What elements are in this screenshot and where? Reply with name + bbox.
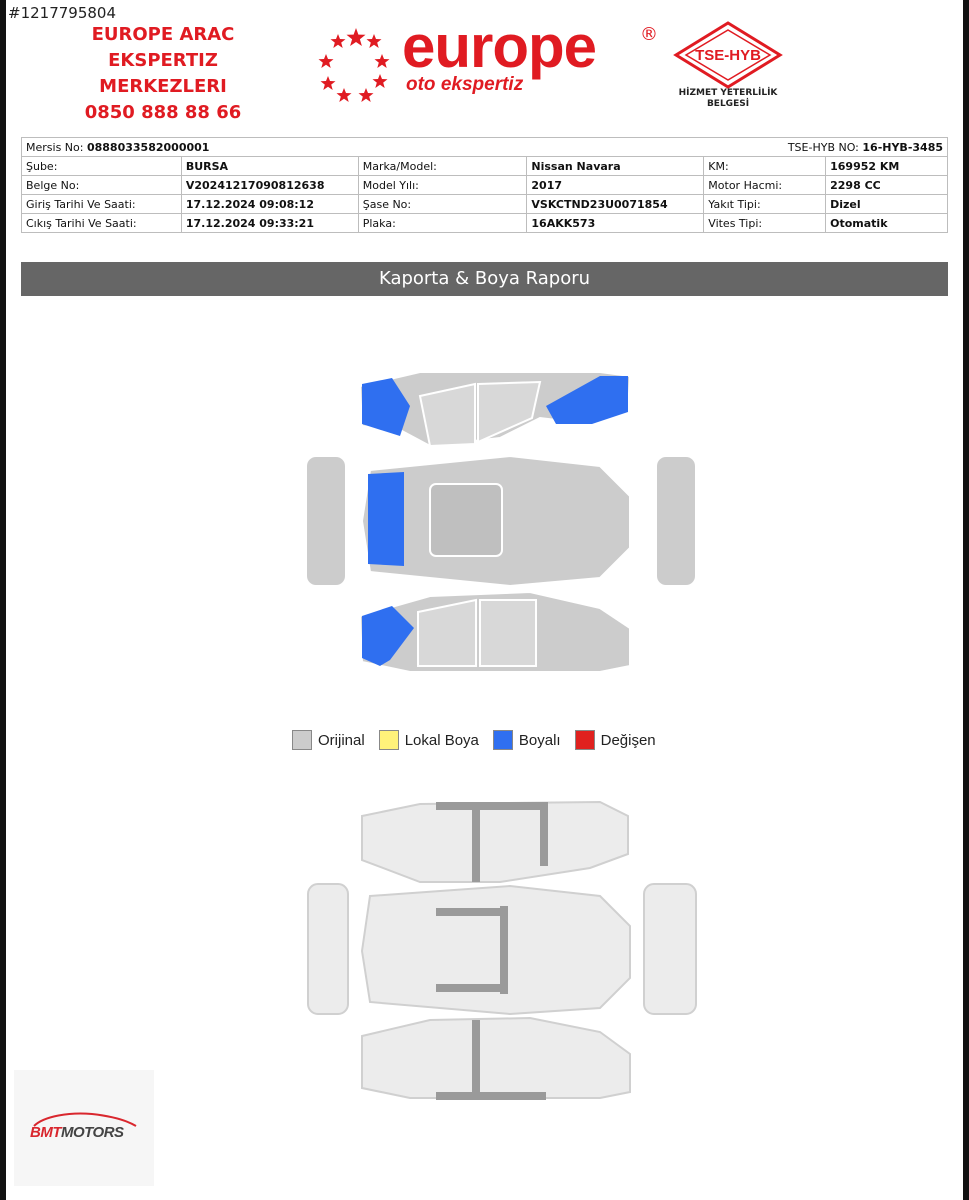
field-label: Plaka:	[358, 214, 527, 233]
pillar-a-right	[436, 1092, 546, 1100]
field-label: Motor Hacmi:	[704, 176, 826, 195]
brand-subtitle: oto ekspertiz	[406, 74, 524, 95]
legend-label: Boyalı	[518, 731, 561, 749]
legend-label: Lokal Boya	[404, 731, 479, 749]
field-value: 169952 KM	[826, 157, 948, 176]
part-right-front-door	[418, 600, 476, 666]
star-ring-logo-icon	[316, 24, 396, 104]
field-label: Şube:	[22, 157, 182, 176]
org-name-line: MERKEZLERI	[99, 76, 227, 97]
chassis-front	[308, 884, 348, 1014]
table-row	[22, 195, 948, 214]
part-hood-painted	[368, 472, 404, 566]
field-value: Nissan Navara	[527, 157, 704, 176]
right-border	[963, 0, 969, 1200]
field-label: Marka/Model:	[358, 157, 527, 176]
pillar-b-left	[472, 802, 480, 882]
field-value: VSKCTND23U0071854	[527, 195, 704, 214]
dealer-name	[30, 1124, 124, 1141]
org-phone: 0850 888 88 66	[84, 102, 242, 123]
mersis-cell	[22, 138, 527, 157]
registered-mark: ®	[640, 24, 658, 45]
cert-caption	[668, 88, 788, 110]
dealer-watermark	[14, 1070, 154, 1186]
field-label: Yakıt Tipi:	[704, 195, 826, 214]
mersis-value: 0888033582000001	[86, 140, 210, 154]
part-front-bumper	[306, 456, 346, 586]
section-title: Kaporta & Boya Raporu	[21, 262, 948, 296]
legend-label: Değişen	[600, 731, 656, 749]
brand-logo-text: europe	[402, 13, 597, 80]
mersis-label: Mersis No:	[26, 140, 84, 154]
part-rear-bumper	[656, 456, 696, 586]
roof-cross	[500, 906, 508, 994]
field-label: Belge No:	[22, 176, 182, 195]
legend-swatch	[575, 730, 595, 750]
part-roof	[430, 484, 502, 556]
legend-swatch	[493, 730, 513, 750]
field-value: Dizel	[826, 195, 948, 214]
cert-caption-line: HİZMET YETERLİLİK	[678, 88, 778, 98]
field-value: Otomatik	[826, 214, 948, 233]
field-label: KM:	[704, 157, 826, 176]
part-left-front-door	[420, 384, 475, 446]
legend-swatch	[292, 730, 312, 750]
org-name	[38, 22, 288, 126]
chassis-top	[362, 886, 630, 1014]
field-value: 17.12.2024 09:33:21	[181, 214, 358, 233]
field-value: V20241217090812638	[181, 176, 358, 195]
chassis-rear	[644, 884, 696, 1014]
part-right-rear-door	[480, 600, 536, 666]
field-value: 2298 CC	[826, 176, 948, 195]
chassis-report-diagram	[300, 796, 700, 1108]
vehicle-info-table	[21, 137, 948, 233]
tse-hyb-badge-label: TSE-HYB	[695, 47, 761, 64]
tse-no-value: 16-HYB-3485	[862, 140, 943, 154]
field-label: Vites Tipi:	[704, 214, 826, 233]
table-row	[22, 138, 948, 157]
table-row	[22, 214, 948, 233]
pillar-b-right	[472, 1020, 480, 1098]
tse-no-label: TSE-HYB NO:	[787, 140, 859, 154]
field-label: Şase No:	[358, 195, 527, 214]
field-value: 2017	[527, 176, 704, 195]
dealer-name-part2: MOTORS	[61, 1124, 124, 1141]
field-label: Model Yılı:	[358, 176, 527, 195]
field-value: 17.12.2024 09:08:12	[181, 195, 358, 214]
chassis-right-side	[362, 1018, 630, 1098]
field-label: Giriş Tarihi Ve Saati:	[22, 195, 182, 214]
listing-id: #1217795804	[8, 4, 117, 22]
legend-item-painted	[493, 730, 561, 750]
legend-swatch	[379, 730, 399, 750]
tse-hyb-badge	[672, 20, 784, 90]
field-value: BURSA	[181, 157, 358, 176]
pillar-a-left	[436, 802, 546, 810]
roof-rail-top	[436, 908, 504, 916]
legend-label: Orijinal	[318, 731, 365, 749]
legend-item-original	[292, 730, 365, 750]
field-label: Cıkış Tarihi Ve Saati:	[22, 214, 182, 233]
legend-item-local-paint	[379, 730, 479, 750]
dealer-name-part1: BMT	[30, 1124, 61, 1141]
chassis-left-side	[362, 802, 628, 882]
pillar-c-left	[540, 802, 548, 866]
cert-caption-line: BELGESİ	[706, 99, 750, 109]
roof-rail-bottom	[436, 984, 504, 992]
table-row	[22, 157, 948, 176]
legend-item-replaced	[575, 730, 656, 750]
org-name-line: EUROPE ARAC EKSPERTIZ	[91, 24, 235, 71]
paint-report-diagram	[300, 366, 700, 686]
table-row	[22, 176, 948, 195]
left-border	[0, 0, 6, 1200]
legend	[292, 729, 670, 751]
field-value: 16AKK573	[527, 214, 704, 233]
tse-no-cell	[527, 138, 948, 157]
